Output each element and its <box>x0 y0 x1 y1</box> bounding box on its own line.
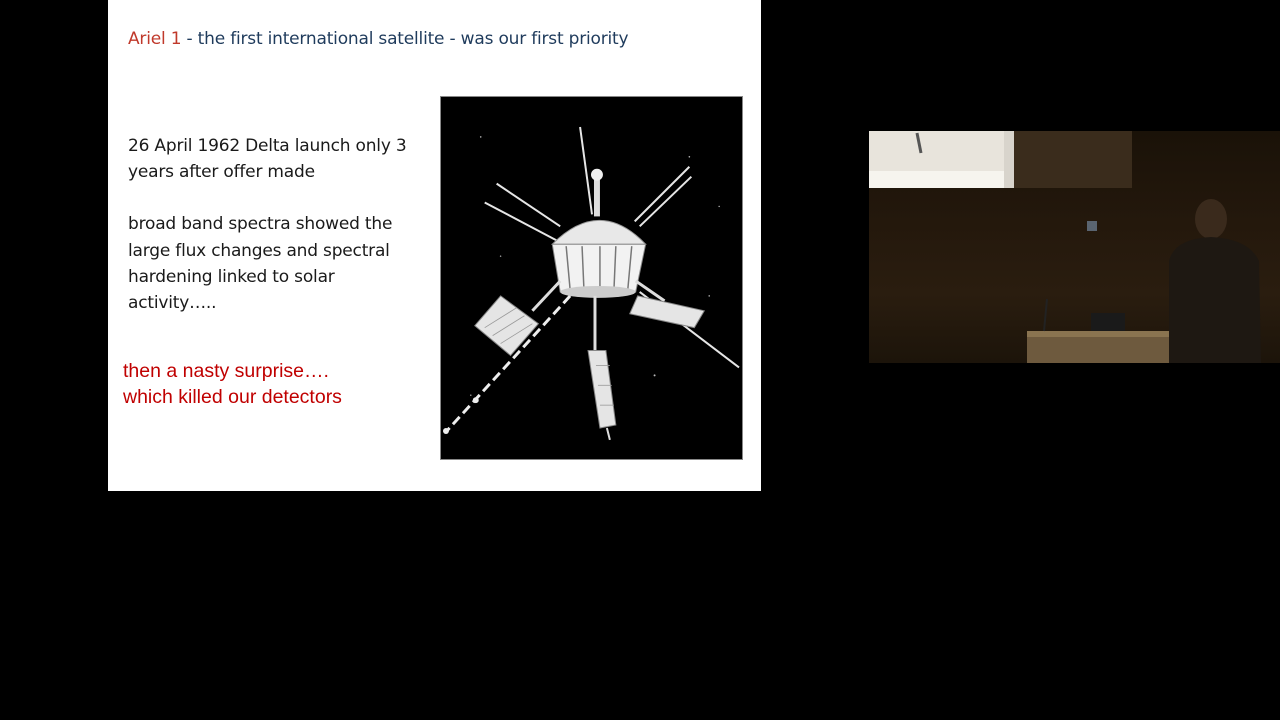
slide-paragraph-launch: 26 April 1962 Delta launch only 3 years after offer made <box>128 136 407 183</box>
satellite-illustration <box>441 97 742 459</box>
highlight-line-2: which killed our detectors <box>123 386 342 408</box>
presentation-slide <box>108 0 761 491</box>
slide-title <box>128 29 628 49</box>
slide-body <box>128 133 428 342</box>
satellite-photo <box>440 96 743 460</box>
slide-highlight <box>123 358 443 410</box>
slide-title-rest: - the first international satellite - was our first priority <box>181 29 629 49</box>
highlight-line-1: then a nasty surprise…. <box>123 360 329 382</box>
slide-title-accent: Ariel 1 <box>128 29 182 49</box>
lecture-hall-scene <box>869 131 1280 363</box>
speaker-camera-feed <box>869 131 1280 363</box>
slide-paragraph-spectra: broad band spectra showed the large flux changes and spectral hardening linked to solar activity….. <box>128 214 393 314</box>
